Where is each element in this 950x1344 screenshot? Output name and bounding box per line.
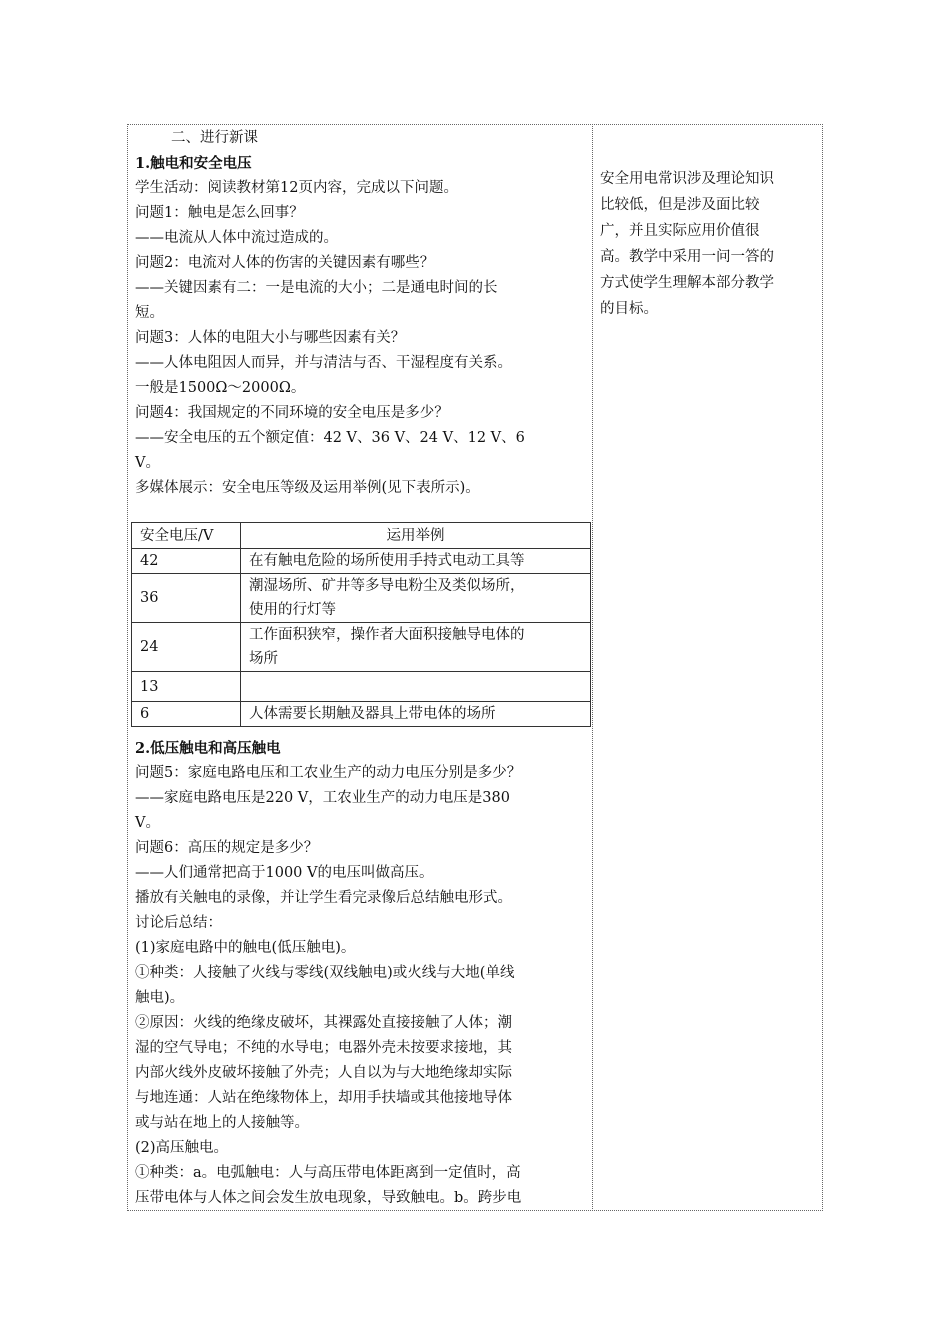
- teaching-note: [600, 166, 810, 322]
- text-line: ——安全电压的五个额定值：42 V、36 V、24 V、12 V、6: [135, 430, 525, 446]
- text-line: 问题6：高压的规定是多少？: [135, 840, 319, 856]
- voltage-cell: 24: [132, 623, 241, 672]
- text-line: 问题5：家庭电路电压和工农业生产的动力电压分别是多少？: [135, 765, 522, 781]
- table-row: [132, 549, 591, 574]
- note-line: 方式使学生理解本部分教学: [600, 275, 774, 291]
- header-example: 运用举例: [241, 523, 591, 549]
- text-line: 问题4：我国规定的不同环境的安全电压是多少？: [135, 405, 449, 421]
- text-line: 内部火线外皮破坏接触了外壳；人自以为与大地绝缘却实际: [135, 1065, 512, 1081]
- note-line: 的目标。: [600, 301, 658, 317]
- voltage-cell: 36: [132, 574, 241, 623]
- teaching-note-text: [600, 166, 810, 322]
- text-line: ——电流从人体中流过造成的。: [135, 230, 338, 246]
- text-line: 问题3：人体的电阻大小与哪些因素有关？: [135, 330, 406, 346]
- text-line: ——人们通常把高于1000 V的电压叫做高压。: [135, 865, 434, 881]
- text-line: 短。: [135, 305, 164, 321]
- column-divider: [592, 124, 593, 1211]
- text-line: ①种类：a。电弧触电：人与高压带电体距离到一定值时，高: [135, 1165, 521, 1181]
- text-line: 多媒体展示：安全电压等级及运用举例(见下表所示)。: [135, 480, 480, 496]
- section-title: 二、进行新课: [171, 130, 258, 146]
- example-line: 潮湿场所、矿井等多导电粉尘及类似场所，: [249, 578, 525, 594]
- table-row: [132, 623, 591, 672]
- text-line: 学生活动：阅读教材第12页内容，完成以下问题。: [135, 180, 458, 196]
- text-line: ——人体电阻因人而异，并与清洁与否、干湿程度有关系。: [135, 355, 512, 371]
- example-cell: [241, 549, 591, 574]
- table-header-row: [132, 523, 591, 549]
- text-line: 触电)。: [135, 990, 185, 1006]
- text-line: ①种类：人接触了火线与零线(双线触电)或火线与大地(单线: [135, 965, 515, 981]
- voltage-cell: 13: [132, 672, 241, 702]
- example-cell: [241, 702, 591, 727]
- text-line: 压带电体与人体之间会发生放电现象，导致触电。b。跨步电: [135, 1190, 522, 1206]
- note-line: 高。教学中采用一问一答的: [600, 249, 774, 265]
- text-line: V。: [135, 455, 160, 471]
- note-line: 广，并且实际应用价值很: [600, 223, 760, 239]
- safe-voltage-table: [131, 522, 591, 727]
- example-cell: [241, 672, 591, 702]
- example-line: 使用的行灯等: [249, 602, 336, 618]
- voltage-cell: 42: [132, 549, 241, 574]
- table-row: [132, 672, 591, 702]
- example-line: 场所: [249, 651, 278, 667]
- text-line: 与地连通：人站在绝缘物体上，却用手扶墙或其他接地导体: [135, 1090, 512, 1106]
- example-cell: [241, 574, 591, 623]
- text-line: 问题2：电流对人体的伤害的关键因素有哪些？: [135, 255, 435, 271]
- upper-text-block: [135, 151, 587, 501]
- example-line: 在有触电危险的场所使用手持式电动工具等: [249, 553, 525, 569]
- text-line: V。: [135, 815, 160, 831]
- text-line: 2.低压触电和高压触电: [135, 740, 281, 757]
- text-line: ②原因：火线的绝缘皮破坏，其裸露处直接接触了人体；潮: [135, 1015, 512, 1031]
- lesson-content-lower: [135, 736, 587, 1211]
- text-line: 播放有关触电的录像，并让学生看完录像后总结触电形式。: [135, 890, 512, 906]
- example-line: 人体需要长期触及器具上带电体的场所: [249, 706, 496, 722]
- table-row: [132, 702, 591, 727]
- text-line: 讨论后总结：: [135, 915, 222, 931]
- text-line: ——家庭电路电压是220 V，工农业生产的动力电压是380: [135, 790, 510, 806]
- text-line: 或与站在地上的人接触等。: [135, 1115, 309, 1131]
- text-line: 湿的空气导电；不纯的水导电；电器外壳未按要求接地，其: [135, 1040, 512, 1056]
- text-line: 一般是1500Ω～2000Ω。: [135, 380, 306, 396]
- lower-text-block: [135, 736, 587, 1211]
- voltage-cell: 6: [132, 702, 241, 727]
- example-line: 工作面积狭窄，操作者大面积接触导电体的: [249, 627, 525, 643]
- note-line: 安全用电常识涉及理论知识: [600, 171, 774, 187]
- text-line: 问题1：触电是怎么回事？: [135, 205, 304, 221]
- text-line: (2)高压触电。: [135, 1140, 229, 1156]
- lesson-content-upper: [135, 126, 587, 501]
- text-line: ——关键因素有二：一是电流的大小；二是通电时间的长: [135, 280, 498, 296]
- header-voltage: 安全电压/V: [132, 523, 241, 549]
- table-row: [132, 574, 591, 623]
- text-line: (1)家庭电路中的触电(低压触电)。: [135, 940, 356, 956]
- note-line: 比较低，但是涉及面比较: [600, 197, 760, 213]
- text-line: 1.触电和安全电压: [135, 155, 252, 172]
- example-cell: [241, 623, 591, 672]
